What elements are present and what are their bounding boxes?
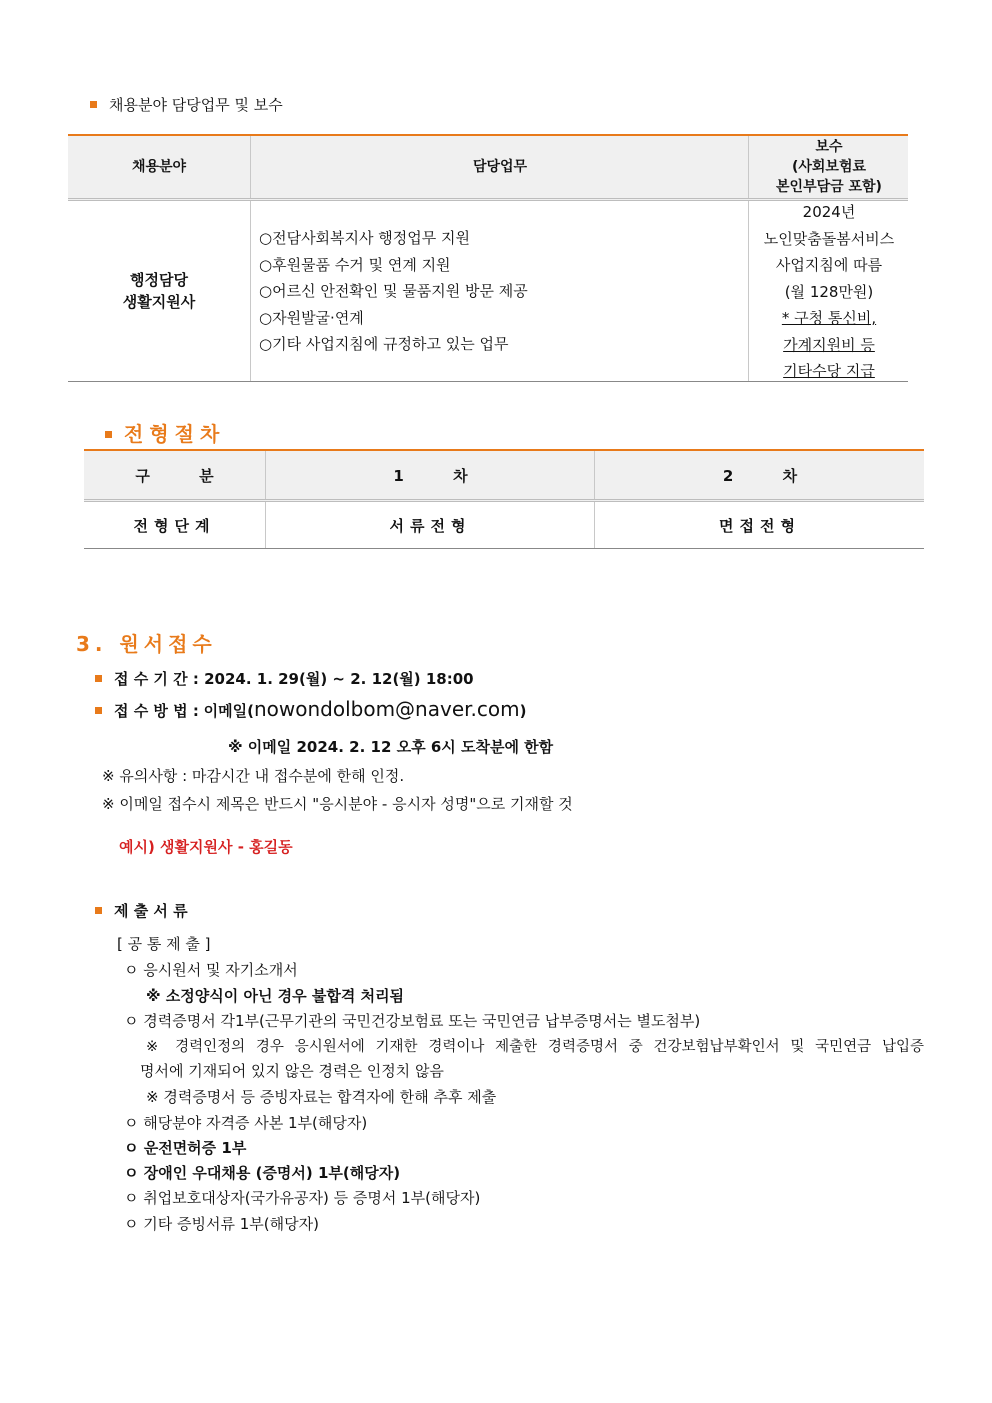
document-note: ※ 경력증명서 등 증빙자료는 합격자에 한해 추후 제출 [146, 1088, 497, 1106]
document-item: ㅇ 경력증명서 각1부(근무기관의 국민건강보험료 또는 국민연금 납부증명서는 별도첨부) [124, 1012, 701, 1030]
header-pay: 보수 (사회보험료 본인부담금 포함) [748, 136, 909, 198]
document-item: ㅇ 응시원서 및 자기소개서 [124, 961, 298, 979]
deadline-note: ※ 이메일 2024. 2. 12 오후 6시 도착분에 한함 [228, 738, 554, 756]
duty-item: ○기타 사업지침에 규정하고 있는 업무 [259, 335, 509, 353]
document-note: ※ 경력인정의 경우 응시원서에 기재한 경력이나 제출한 경력증명서 중 건강보험납부확인서 및 국민연금 납입증 [146, 1039, 924, 1055]
header-second: 2 차 [594, 451, 925, 499]
document-note: 명서에 기재되어 있지 않은 경력은 인정치 않음 [140, 1062, 444, 1080]
document-item: ㅇ 장애인 우대채용 (증명서) 1부(해당자) [124, 1164, 401, 1182]
duty-list [259, 225, 528, 358]
pay-note: 가계지원비 등 [783, 335, 875, 354]
duty-item: ○자원발굴·연계 [259, 308, 364, 327]
document-item: ㅇ 운전면허증 1부 [124, 1139, 247, 1157]
header-label: 구 분 [135, 466, 214, 485]
recruit-table [68, 134, 908, 382]
document-item: ㅇ 해당분야 자격증 사본 1부(해당자) [124, 1114, 368, 1132]
document-item: ㅇ 취업보호대상자(국가유공자) 등 증명서 1부(해당자) [124, 1189, 481, 1207]
pay-cell: 2024년 노인맞춤돌봄서비스 사업지침에 따름 (월 128만원) * 구청 통신비, 가계지원비 등 기타수당 지급 [748, 201, 909, 381]
recruit-table-row [68, 201, 908, 382]
header-duty: 담당업무 [250, 136, 749, 198]
row-second: 면접전형 [594, 502, 925, 548]
duty-cell [250, 201, 749, 381]
square-bullet-icon [95, 675, 102, 682]
documents-common: [ 공 통 제 출 ] [117, 935, 211, 953]
pay-note: * 구청 통신비, [781, 309, 877, 327]
period-label: 접 수 기 간 : [114, 670, 199, 688]
square-bullet-icon [90, 101, 97, 108]
caution-1: ※ 유의사항 : 마감시간 내 접수분에 한해 인정. [102, 767, 405, 785]
method-label: 접 수 방 법 : [114, 702, 199, 720]
application-section-title: 3. 원서접수 [76, 632, 217, 656]
header-first: 1 차 [265, 451, 595, 499]
period-value: 2024. 1. 29(월) ~ 2. 12(월) 18:00 [204, 670, 474, 688]
caution-2: ※ 이메일 접수시 제목은 반드시 "응시분야 - 응시자 성명"으로 기재할 것 [102, 795, 573, 813]
documents-title: 제 출 서 류 [95, 900, 188, 921]
period-line [95, 668, 474, 689]
document-note: ※ 소정양식이 아닌 경우 불합격 처리됨 [146, 987, 405, 1005]
square-bullet-icon [95, 907, 102, 914]
document-item: ㅇ 기타 증빙서류 1부(해당자) [124, 1215, 319, 1233]
duty-item: ○후원물품 수거 및 연계 지원 [259, 255, 451, 274]
pay-note: 기타수당 지급 [783, 362, 875, 380]
square-bullet-icon [105, 431, 112, 438]
selection-table [84, 449, 924, 549]
selection-table-header [84, 449, 924, 502]
header-field: 채용분야 [131, 159, 187, 175]
email-link[interactable]: nowondolbom@naver.com [253, 697, 520, 721]
duty-item: ○어르신 안전확인 및 물품지원 방문 제공 [259, 282, 528, 300]
row-label: 전형단계 [133, 516, 216, 535]
role-cell: 행정담당 생활지원사 [122, 271, 196, 311]
selection-section-title: 전형절차 [105, 418, 225, 447]
duty-item: ○전담사회복지사 행정업무 지원 [259, 229, 470, 247]
example-line: 예시) 생활지원사 - 홍길동 [119, 838, 293, 856]
recruit-table-header [68, 134, 908, 201]
recruit-section-title: 채용분야 담당업무 및 보수 [90, 94, 283, 115]
selection-table-row [84, 502, 924, 549]
method-line: 접 수 방 법 : 이메일(nowondolbom@naver.com) [95, 697, 526, 721]
row-first: 서류전형 [265, 502, 595, 548]
square-bullet-icon [95, 707, 102, 714]
